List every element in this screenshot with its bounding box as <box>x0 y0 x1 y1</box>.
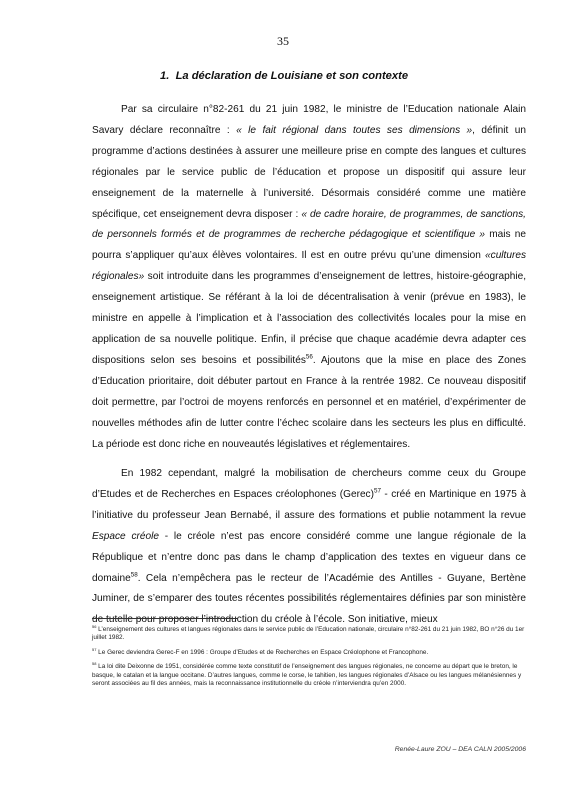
p2-text-d: - le créole n’est pas encore considéré comme une langue régionale de la République et n’entre donc pas dans le champ d’application des textes en vigueur dans ce domaine <box>92 530 526 584</box>
paragraph-1 <box>92 100 526 455</box>
p1-quote-regional: « le fait régional dans toutes ses dimensions » <box>236 124 473 136</box>
p1-text-c: , définit un programme d’actions destinées à assurer une meilleure prise en compte des langues et cultures régionales par le service public de l’éducation et propose un dispositif qui assure leur enseignement de la maternelle à l’université. Désormais considéré comme une matière spécifique, cet enseignement devra disposer : <box>92 124 526 220</box>
footnote-ref-57[interactable]: 57 <box>373 487 381 495</box>
p2-text-b: - créé en Martinique en 1975 à l’initiative du professeur Jean Bernabé, il assure des formations et publie notamment la revue <box>92 488 526 521</box>
p1-text-a: Par sa circulaire n°82-261 du 21 juin 1982, le ministre de l’Education nationale Alain Savary déclare reconnaître : <box>92 104 526 136</box>
footnote-number: 56 <box>92 623 97 629</box>
p2-text-e: . Cela n’empêchera pas le recteur de l’Académie des Antilles - Guyane, Bertène Juminer, de s’emparer des toutes récentes possibilités réglementaires définies par son ministère de tutelle pour proposer l’introduction du créole à l’école. Son initiative, mieux <box>92 572 526 626</box>
footnote-58 <box>92 663 526 688</box>
page-number: 35 <box>277 34 289 48</box>
footnotes <box>92 623 526 694</box>
section-title-text: La déclaration de Louisiane et son contexte <box>175 70 409 82</box>
footnote-56 <box>92 623 526 643</box>
p2-journal-title: Espace créole <box>92 530 159 542</box>
footnote-text: Le Gerec deviendra Gerec-F en 1996 : Groupe d’Etudes et de Recherches en Espace Créolophone et Francophone. <box>96 648 429 656</box>
page-footer: Renée-Laure ZOU – DEA CALN 2005/2006 <box>394 746 526 753</box>
footnote-57 <box>92 646 526 657</box>
section-title <box>160 70 408 82</box>
paragraph-2 <box>92 464 526 631</box>
footnote-separator <box>92 618 238 619</box>
section-number: 1. <box>160 70 170 82</box>
footnote-text: La loi dite Deixonne de 1951, considérée comme texte constitutif de l’enseignement des langues régionales, ne concerne au départ que le breton, le basque, le catalan et la langue occitane. D’autres langues, comme le corse, le tahitien, les langues régionales d’Alsace ou les langues mélanésiennes y seront associées au fil des années, mais la reconnaissance institutionnelle du créole n’interviendra qu’en 2000. <box>92 663 522 688</box>
p1-text-e: mais ne pourra s’appliquer qu’aux élèves volontaires. Il est en outre prévu qu’une dimension <box>92 229 526 262</box>
footnote-text: L’enseignement des cultures et langues régionales dans le service public de l’Education nationale, circulaire n°82-261 du 21 juin 1982, BO n°26 du 1er juillet 1982. <box>92 626 525 642</box>
paragraph-1-text <box>92 100 526 455</box>
p2-text-a: En 1982 cependant, malgré la mobilisation de chercheurs comme ceux du Groupe d’Etudes et de Recherches en Espaces créolophones (Gerec) <box>92 468 526 500</box>
p1-quote-cadre: « de cadre horaire, de programmes, de sanctions, de personnels formés et de programmes de recherche pédagogique et scientifique » <box>92 208 526 241</box>
footnote-number: 58 <box>92 661 97 667</box>
p1-text-g: soit introduite dans les programmes d’enseignement de lettres, histoire-géographie, enseignement artistique. Se référant à la loi de décentralisation à venir (prévue en 1983), le ministre en appelle à l’implication et à l’association des collectivités locales pour la mise en application de sa nouvelle politique. Enfin, il précise que chaque académie devra adapter ces dispositions selon ses besoins et possibilités <box>92 271 526 366</box>
p1-text-h: . Ajoutons que la mise en place des Zones d’Education prioritaire, doit débuter partout en France à la rentrée 1982. Ce nouveau dispositif doit permettre, par l’octroi de moyens renforcés en personnel et en matériel, d’expérimenter de nouvelles méthodes afin de lutter contre l’échec scolaire dans les secteurs les plus en difficulté. La période est donc riche en nouveautés législatives et réglementaires. <box>92 354 526 450</box>
footnote-ref-58[interactable]: 58 <box>130 571 138 579</box>
footnote-ref-56[interactable]: 56 <box>305 353 313 361</box>
footnote-number: 57 <box>92 646 97 652</box>
p1-quote-cultures: «cultures régionales» <box>92 250 526 283</box>
paragraph-2-text <box>92 464 526 631</box>
